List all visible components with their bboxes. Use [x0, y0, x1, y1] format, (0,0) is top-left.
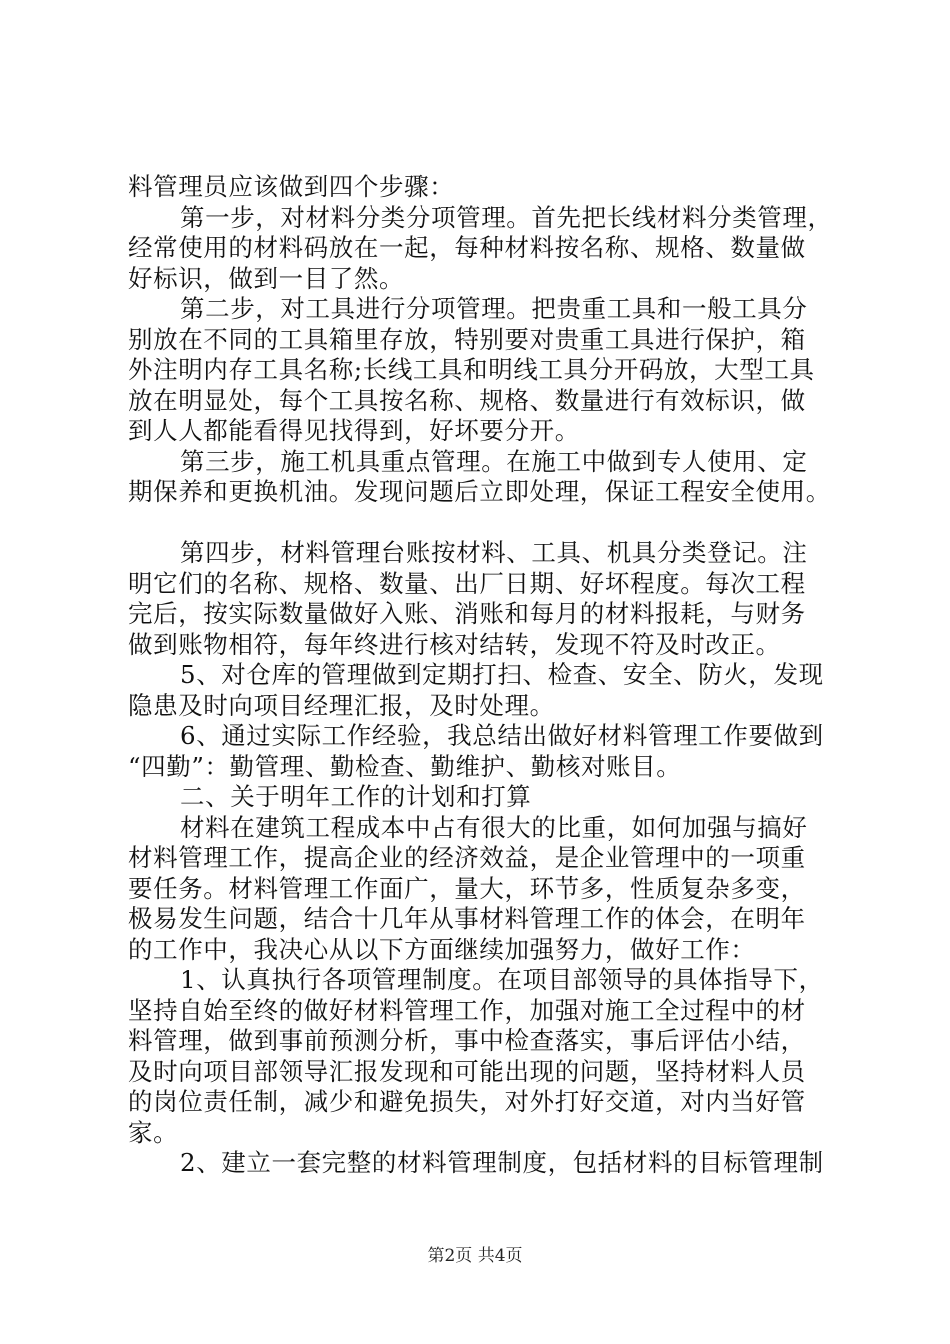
text-line: 完后，按实际数量做好入账、消账和每月的材料报耗，与财务: [128, 599, 806, 628]
text-line: 材料管理工作，提高企业的经济效益，是企业管理中的一项重: [128, 843, 806, 872]
text-line: 经常使用的材料码放在一起，每种材料按名称、规格、数量做: [128, 233, 806, 262]
text-line: “四勤”：勤管理、勤检查、勤维护、勤核对账目。: [128, 751, 682, 781]
text-line: 的工作中，我决心从以下方面继续加强努力，做好工作：: [128, 934, 756, 964]
text-line: 1、认真执行各项管理制度。在项目部领导的具体指导下，: [180, 965, 824, 994]
text-line: 做到账物相符，每年终进行核对结转，发现不符及时改正。: [128, 629, 781, 659]
text-line: 好标识，做到一目了然。: [128, 263, 405, 293]
text-line: 极易发生问题，结合十几年从事材料管理工作的体会，在明年: [128, 904, 806, 933]
text-line: 料管理，做到事前预测分析，事中检查落实，事后评估小结，: [128, 1026, 806, 1055]
text-line: 及时向项目部领导汇报发现和可能出现的问题，坚持材料人员: [128, 1056, 806, 1086]
text-line: 期保养和更换机油。发现问题后立即处理，保证工程安全使用。: [128, 477, 831, 506]
text-line: 到人人都能看得见找得到，好坏要分开。: [128, 416, 580, 445]
text-line: 外注明内存工具名称;长线工具和明线工具分开码放，大型工具: [128, 355, 815, 384]
text-line: 2、建立一套完整的材料管理制度，包括材料的目标管理制: [180, 1148, 824, 1177]
text-line: 放在明显处，每个工具按名称、规格、数量进行有效标识，做: [128, 385, 806, 415]
text-line: 二、关于明年工作的计划和打算: [180, 782, 532, 811]
text-line: 第一步，对材料分类分项管理。首先把长线材料分类管理，: [180, 202, 833, 232]
text-line: 别放在不同的工具箱里存放，特别要对贵重工具进行保护，箱: [128, 324, 806, 354]
text-line: 5、对仓库的管理做到定期打扫、检查、安全、防火，发现: [180, 660, 824, 689]
text-line: 第三步，施工机具重点管理。在施工中做到专人使用、定: [180, 446, 808, 476]
text-line: 家。: [128, 1117, 179, 1147]
text-line: 料管理员应该做到四个步骤：: [128, 172, 455, 201]
text-line: 明它们的名称、规格、数量、出厂日期、好坏程度。每次工程: [128, 568, 806, 598]
page-footer: 第2页 共4页: [427, 1246, 523, 1266]
text-line: 第四步，材料管理台账按材料、工具、机具分类登记。注: [180, 538, 808, 567]
text-line: 第二步，对工具进行分项管理。把贵重工具和一般工具分: [180, 294, 808, 323]
text-line: 材料在建筑工程成本中占有很大的比重，如何加强与搞好: [180, 812, 808, 842]
text-line: 的岗位责任制，减少和避免损失，对外打好交道，对内当好管: [128, 1087, 806, 1116]
blank-line: [128, 508, 868, 539]
document-body: [128, 172, 868, 1179]
text-line: 隐患及时向项目经理汇报，及时处理。: [128, 690, 555, 720]
text-line: 要任务。材料管理工作面广，量大，环节多，性质复杂多变，: [128, 873, 806, 903]
text-line: 6、通过实际工作经验，我总结出做好材料管理工作要做到: [180, 721, 824, 750]
text-line: 坚持自始至终的做好材料管理工作，加强对施工全过程中的材: [128, 995, 806, 1025]
